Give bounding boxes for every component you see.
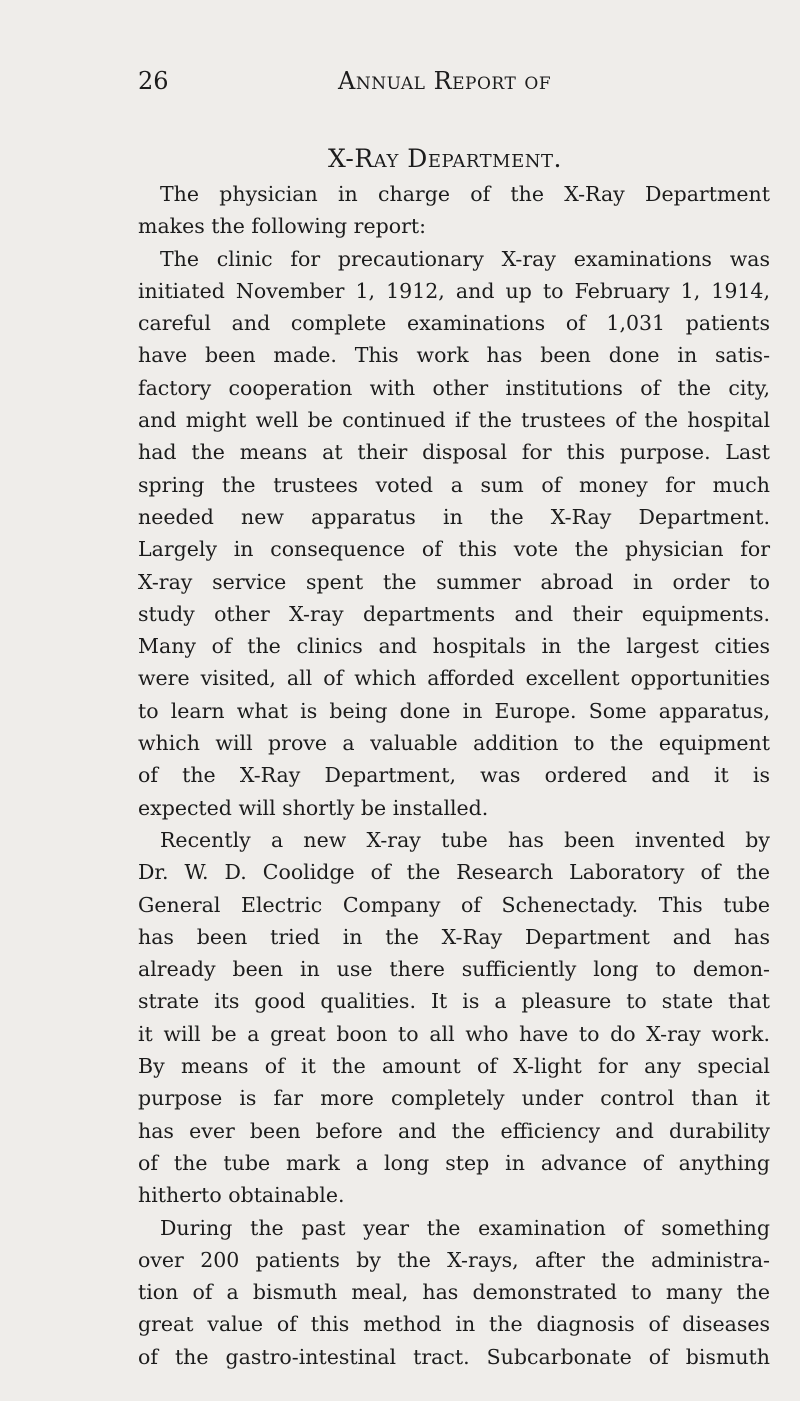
page-number: 26 [138, 67, 169, 95]
paragraph-line: hitherto obtainable. [138, 1183, 345, 1208]
paragraph-line: factory cooperation with other institutions of the city, [138, 375, 770, 400]
paragraph-line: X-ray service spent the summer abroad in order to [138, 569, 770, 594]
paragraph-line: to learn what is being done in Europe. Some apparatus, [138, 698, 770, 723]
paragraph-line: During the past year the examination of something [160, 1215, 770, 1240]
paragraph-line: of the gastro-intestinal tract. Subcarbonate of bismuth [138, 1344, 770, 1369]
paragraph-line: over 200 patients by the X-rays, after the administra- [138, 1247, 770, 1272]
paragraph-line: Many of the clinics and hospitals in the largest cities [138, 634, 770, 659]
paragraph-line: study other X-ray departments and their equipments. [138, 601, 770, 626]
paragraph-line: expected will shortly be installed. [138, 795, 489, 820]
paragraph-line: Dr. W. D. Coolidge of the Research Laboratory of the [138, 860, 770, 885]
paragraph-line: careful and complete examinations of 1,031 patients [138, 311, 770, 336]
paragraph-line: spring the trustees voted a sum of money for much [138, 472, 770, 497]
paragraph-line: has ever been before and the efficiency and durability [138, 1118, 770, 1143]
paragraph-line: have been made. This work has been done in satis- [138, 343, 770, 368]
paragraph-line: purpose is far more completely under control than it [138, 1086, 770, 1111]
paragraph-line: needed new apparatus in the X-Ray Department. [138, 504, 770, 529]
paragraph-line: of the X-Ray Department, was ordered and it is [138, 763, 770, 788]
paragraph-line: The clinic for precautionary X-ray examinations was [160, 246, 770, 271]
paragraph-line: has been tried in the X-Ray Department and has [138, 924, 770, 949]
paragraph-line: The physician in charge of the X-Ray Department [160, 182, 770, 206]
paragraph-line: already been in use there sufficiently long to demon- [138, 957, 770, 982]
paragraph-line: and might well be continued if the trustees of the hospital [138, 408, 770, 433]
paragraph-line: strate its good qualities. It is a pleasure to state that [138, 989, 770, 1014]
paragraph-line: tion of a bismuth meal, has demonstrated to many the [138, 1280, 770, 1305]
paragraph-line: had the means at their disposal for this purpose. Last [138, 440, 770, 465]
paragraph-line: Recently a new X-ray tube has been invented by [160, 827, 770, 852]
paragraph-line: it will be a great boon to all who have to do X-ray work. [138, 1021, 770, 1046]
paragraph-line: Largely in consequence of this vote the physician for [138, 537, 770, 562]
running-header: Annual Report of [338, 67, 552, 95]
paragraph-line: were visited, all of which afforded excellent opportunities [138, 666, 770, 691]
paragraph-line: General Electric Company of Schenectady. This tube [138, 892, 770, 917]
body-text [138, 178, 770, 1373]
paragraph-line: By means of it the amount of X-light for any special [138, 1054, 770, 1079]
section-title: X-Ray Department. [328, 144, 562, 173]
paragraph-line: makes the following report: [138, 214, 427, 239]
paragraph-line: which will prove a valuable addition to the equipment [138, 731, 770, 756]
paragraph-line: initiated November 1, 1912, and up to February 1, 1914, [138, 278, 770, 303]
paragraph-line: of the tube mark a long step in advance of anything [138, 1150, 770, 1175]
paragraph-line: great value of this method in the diagnosis of diseases [138, 1312, 770, 1337]
